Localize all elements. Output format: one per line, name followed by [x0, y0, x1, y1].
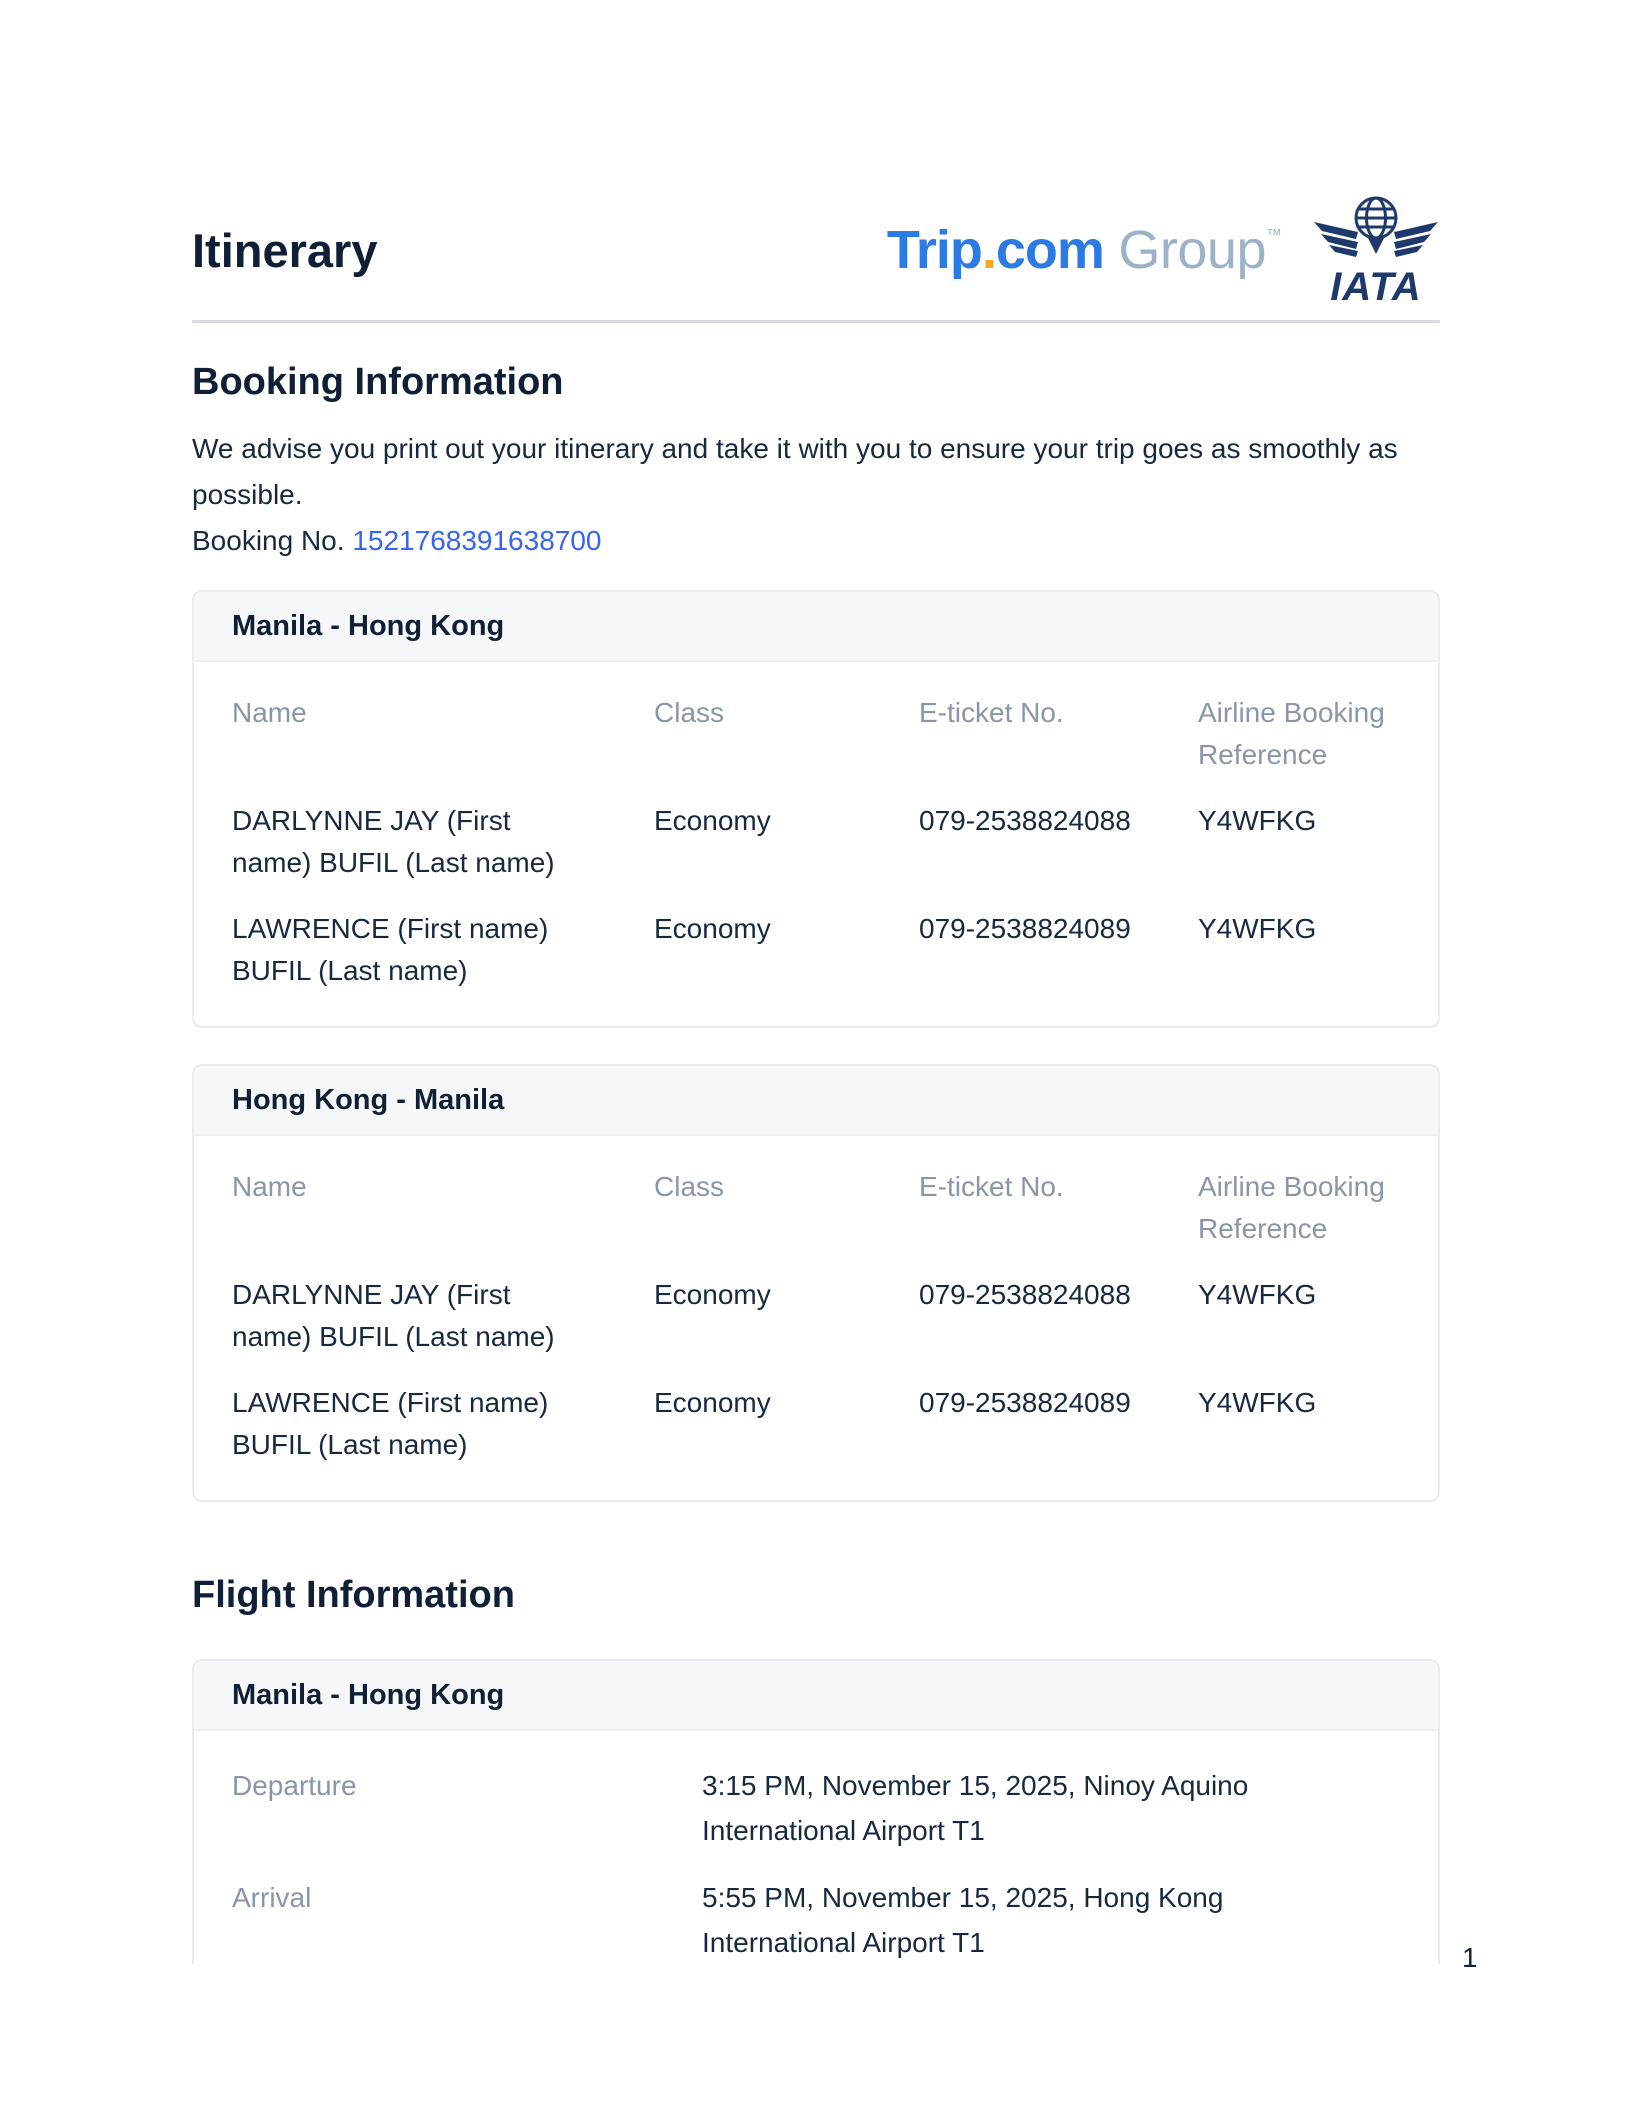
table-header-row	[232, 692, 1400, 776]
passenger-name: DARLYNNE JAY (First name) BUFIL (Last name)	[232, 1279, 555, 1352]
page-number: 1	[1462, 1942, 1478, 1973]
column-header-class: Class	[654, 1171, 725, 1202]
passenger-name: LAWRENCE (First name) BUFIL (Last name)	[232, 1387, 549, 1460]
column-header-reference: Airline Booking Reference	[1198, 697, 1385, 770]
passenger-table	[194, 662, 1438, 1026]
table-row	[232, 1382, 1400, 1466]
table-row	[232, 800, 1400, 884]
departure-value: 3:15 PM, November 15, 2025, Ninoy Aquino International Airport T1	[702, 1770, 1249, 1846]
column-header-name: Name	[232, 697, 307, 728]
booking-number-link[interactable]: 1521768391638700	[352, 525, 602, 556]
column-header-reference: Airline Booking Reference	[1198, 1171, 1385, 1244]
header-divider	[192, 320, 1440, 323]
booking-information-heading: Booking Information	[192, 361, 564, 403]
arrival-label: Arrival	[232, 1882, 312, 1913]
tripcom-logo-dot: .	[981, 220, 996, 280]
booking-advice-text: We advise you print out your itinerary and take it with you to ensure your trip goes as smoothly as possible.	[192, 433, 1398, 510]
passenger-reference: Y4WFKG	[1198, 1279, 1317, 1310]
passenger-reference: Y4WFKG	[1198, 805, 1317, 836]
route-header: Hong Kong - Manila	[194, 1066, 1438, 1136]
booking-number-label: Booking No.	[192, 525, 353, 556]
booking-number-line	[192, 518, 1440, 564]
page-title: Itinerary	[192, 223, 378, 277]
passenger-eticket: 079-2538824088	[919, 1279, 1131, 1310]
arrival-value: 5:55 PM, November 15, 2025, Hong Kong International Airport T1	[702, 1882, 1224, 1958]
iata-logo-icon	[1312, 192, 1440, 308]
column-header-eticket: E-ticket No.	[919, 697, 1064, 728]
column-header-name: Name	[232, 1171, 307, 1202]
passenger-eticket: 079-2538824089	[919, 1387, 1131, 1418]
page-content	[192, 0, 1440, 1964]
tripcom-logo-group: Group	[1103, 220, 1266, 280]
passenger-card-manila-hongkong	[192, 590, 1440, 1028]
departure-label: Departure	[232, 1770, 357, 1801]
logo-group	[887, 192, 1440, 308]
tripcom-group-logo	[887, 219, 1282, 281]
column-header-class: Class	[654, 697, 725, 728]
table-row	[232, 908, 1400, 992]
tripcom-logo-trip: Trip	[886, 220, 982, 280]
table-row	[232, 1274, 1400, 1358]
route-header: Manila - Hong Kong	[194, 1661, 1438, 1731]
passenger-card-hongkong-manila	[192, 1064, 1440, 1502]
tripcom-logo-tm: ™	[1266, 227, 1282, 244]
document-header	[192, 192, 1440, 308]
passenger-class: Economy	[654, 1279, 771, 1310]
flight-detail-row	[232, 1763, 1400, 1853]
route-header: Manila - Hong Kong	[194, 592, 1438, 662]
passenger-eticket: 079-2538824089	[919, 913, 1131, 944]
svg-text:IATA: IATA	[1330, 265, 1422, 308]
flight-detail-row	[232, 1875, 1400, 1964]
flight-details	[194, 1731, 1438, 1964]
passenger-class: Economy	[654, 913, 771, 944]
passenger-class: Economy	[654, 805, 771, 836]
tripcom-logo-com: com	[995, 220, 1104, 280]
passenger-class: Economy	[654, 1387, 771, 1418]
passenger-table	[194, 1136, 1438, 1500]
passenger-reference: Y4WFKG	[1198, 1387, 1317, 1418]
flight-card-manila-hongkong	[192, 1659, 1440, 1964]
passenger-eticket: 079-2538824088	[919, 805, 1131, 836]
passenger-name: LAWRENCE (First name) BUFIL (Last name)	[232, 913, 549, 986]
passenger-reference: Y4WFKG	[1198, 913, 1317, 944]
column-header-eticket: E-ticket No.	[919, 1171, 1064, 1202]
flight-information-heading: Flight Information	[192, 1574, 515, 1616]
table-header-row	[232, 1166, 1400, 1250]
passenger-name: DARLYNNE JAY (First name) BUFIL (Last name)	[232, 805, 555, 878]
